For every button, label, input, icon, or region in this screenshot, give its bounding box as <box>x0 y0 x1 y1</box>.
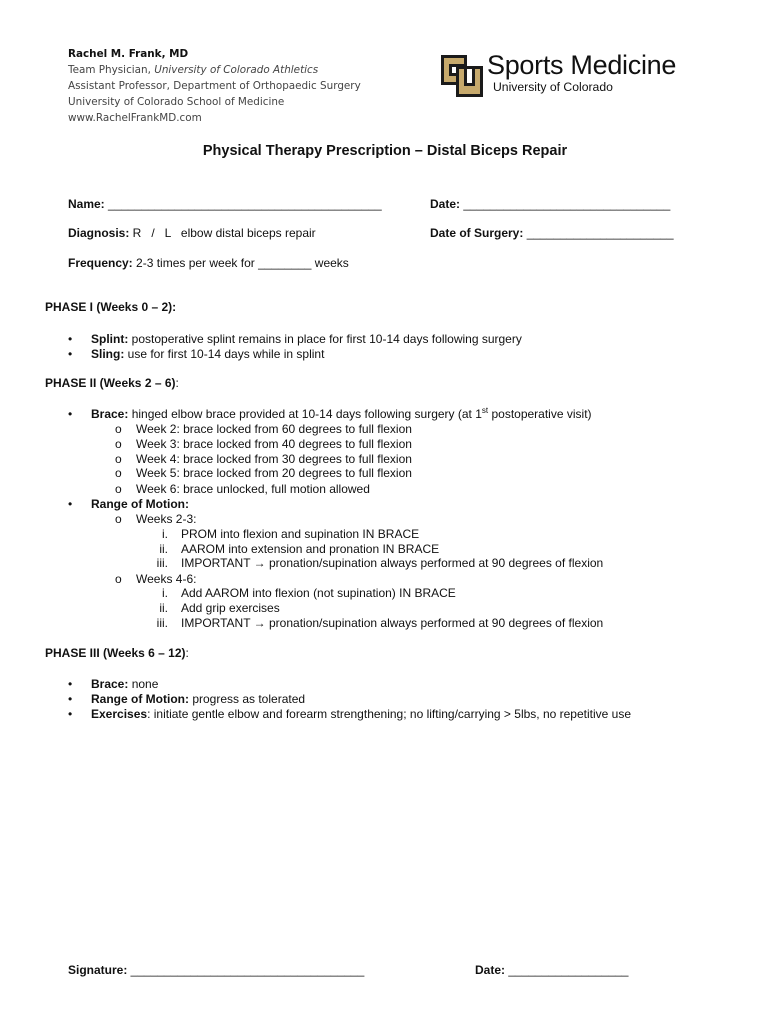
cu-monogram-icon <box>440 54 484 98</box>
surgery-date-label: Date of Surgery: <box>430 226 524 240</box>
list-item: Week 2: brace locked from 60 degrees to full flexion <box>136 422 412 436</box>
diagnosis-field <box>68 226 316 240</box>
footer-date-blank: __________________ <box>505 963 629 977</box>
sub-bullet-icon: o <box>115 422 122 436</box>
signature-field <box>68 963 364 977</box>
phase-3-heading <box>45 646 189 660</box>
sub-bullet-icon: o <box>115 572 122 586</box>
bullet-icon: • <box>68 497 73 511</box>
signature-label: Signature: <box>68 963 128 977</box>
physician-title-prefix: Team Physician, <box>68 64 155 76</box>
phase-1-heading-colon: : <box>172 300 177 314</box>
weeks-4-6-label: Weeks 4-6: <box>136 572 197 586</box>
document-title: Physical Therapy Prescription – Distal Biceps Repair <box>202 143 568 159</box>
footer-date-label: Date: <box>475 963 506 977</box>
sub-bullet-icon: o <box>115 466 122 480</box>
physician-website: www.RachelFrankMD.com <box>68 112 202 124</box>
bullet-icon: • <box>68 347 73 361</box>
physician-name: Rachel M. Frank, MD <box>68 48 189 60</box>
footer-date-field <box>475 963 628 977</box>
list-item: Add grip exercises <box>181 601 280 615</box>
roman-numeral: iii. <box>156 616 168 630</box>
list-item <box>91 707 631 721</box>
frequency-label: Frequency: <box>68 256 133 270</box>
list-item: PROM into flexion and supination IN BRACE <box>181 527 420 541</box>
name-blank: _________________________________________ <box>108 197 382 211</box>
list-item <box>91 677 158 691</box>
roman-numeral: i. <box>162 527 168 541</box>
bullet-icon: • <box>68 692 73 706</box>
sub-bullet-icon: o <box>115 512 122 526</box>
weeks-2-3-label: Weeks 2-3: <box>136 512 197 526</box>
physician-title <box>68 64 318 76</box>
phase-3-brace-label: Brace: <box>91 677 129 691</box>
bullet-icon: • <box>68 677 73 691</box>
date-field <box>430 197 670 211</box>
phase-1-heading-text: PHASE I (Weeks 0 – 2) <box>45 300 173 314</box>
sling-label: Sling: <box>91 347 125 361</box>
roman-numeral: iii. <box>156 556 168 570</box>
roman-numeral: ii. <box>159 601 168 615</box>
list-item: Week 4: brace locked from 30 degrees to full flexion <box>136 452 412 466</box>
brace-label: Brace: <box>91 407 129 421</box>
list-item: AAROM into extension and pronation IN BRACE <box>181 542 440 556</box>
phase-2-heading-colon: : <box>175 376 179 390</box>
frequency-field <box>68 256 349 270</box>
physician-school: University of Colorado School of Medicine <box>68 96 285 108</box>
physician-title-affiliation: University of Colorado Athletics <box>154 64 319 76</box>
name-label: Name: <box>68 197 105 211</box>
phase-3-heading-text: PHASE III (Weeks 6 – 12) <box>45 646 186 660</box>
list-item: IMPORTANT → pronation/supination always performed at 90 degrees of flexion <box>181 616 604 630</box>
roman-numeral: i. <box>162 586 168 600</box>
list-item <box>91 347 324 361</box>
rom-label: Range of Motion: <box>91 497 189 511</box>
sub-bullet-icon: o <box>115 452 122 466</box>
name-field <box>68 197 382 211</box>
bullet-icon: • <box>68 707 73 721</box>
surgery-date-field <box>430 226 674 240</box>
sling-text: use for first 10-14 days while in splint <box>124 347 325 361</box>
date-label: Date: <box>430 197 461 211</box>
sub-bullet-icon: o <box>115 437 122 451</box>
list-item: Week 5: brace locked from 20 degrees to full flexion <box>136 466 412 480</box>
list-item <box>91 407 592 421</box>
list-item: Week 3: brace locked from 40 degrees to full flexion <box>136 437 412 451</box>
logo-title: Sports Medicine <box>487 50 677 80</box>
phase-3-rom-label: Range of Motion: <box>91 692 189 706</box>
sports-medicine-logo <box>440 52 700 102</box>
bullet-icon: • <box>68 407 73 421</box>
phase-3-rom-text: progress as tolerated <box>188 692 306 706</box>
list-item <box>91 692 305 706</box>
list-item: IMPORTANT → pronation/supination always performed at 90 degrees of flexion <box>181 556 604 570</box>
list-item: Week 6: brace unlocked, full motion allowed <box>136 482 370 496</box>
phase-2-heading <box>45 376 179 390</box>
diagnosis-label: Diagnosis: <box>68 226 130 240</box>
signature-blank: ___________________________________ <box>127 963 365 977</box>
phase-3-exercises-label: Exercises <box>91 707 148 721</box>
bullet-icon: • <box>68 332 73 346</box>
roman-numeral: ii. <box>159 542 168 556</box>
list-item <box>91 332 522 346</box>
list-item: Add AAROM into flexion (not supination) IN BRACE <box>181 586 456 600</box>
logo-subtitle: University of Colorado <box>493 80 613 94</box>
date-blank: _______________________________ <box>463 197 671 211</box>
surgery-date-blank: ______________________ <box>526 226 674 240</box>
sub-bullet-icon: o <box>115 482 122 496</box>
brace-text: hinged elbow brace provided at 10-14 days following surgery (at 1 <box>128 407 482 421</box>
phase-2-heading-text: PHASE II (Weeks 2 – 6) <box>45 376 176 390</box>
splint-label: Splint: <box>91 332 129 346</box>
phase-3-exercises-text: : initiate gentle elbow and forearm strengthening; no lifting/carrying > 5lbs, no repetitive use <box>147 707 632 721</box>
phase-1-heading <box>45 300 176 314</box>
splint-text: postoperative splint remains in place for first 10-14 days following surgery <box>128 332 522 346</box>
brace-superscript: st <box>481 406 489 415</box>
brace-text-tail: postoperative visit) <box>488 407 592 421</box>
frequency-text: 2-3 times per week for ________ weeks <box>132 256 349 270</box>
phase-3-heading-colon: : <box>185 646 189 660</box>
diagnosis-text: R / L elbow distal biceps repair <box>129 226 316 240</box>
physician-position: Assistant Professor, Department of Orthopaedic Surgery <box>68 80 361 92</box>
phase-3-brace-text: none <box>128 677 159 691</box>
